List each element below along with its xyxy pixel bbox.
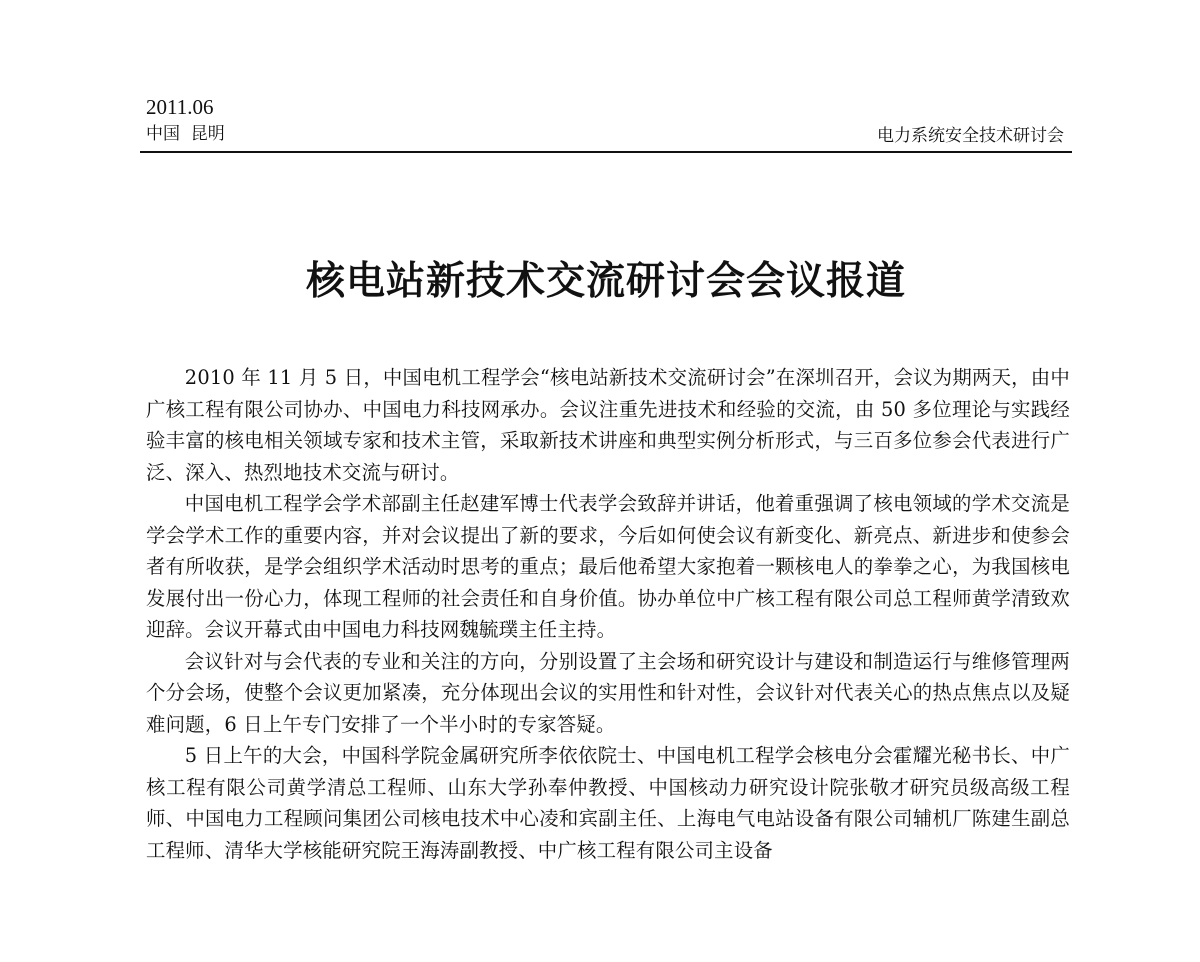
header-location: 中国 昆明 [146, 124, 225, 144]
paragraph-1: 2010 年 11 月 5 日，中国电机工程学会“核电站新技术交流研讨会”在深圳召开，会议为期两天，由中广核工程有限公司协办、中国电力科技网承办。会议注重先进技术和经验的交流，由 50 多位理论与实践经验丰富的核电相关领域专家和技术主管，采取新技术讲座和典型实例分析形式，与三百多位参会代表进行广泛、深入、热烈地技术交流与研讨。 [146, 366, 1070, 484]
header-conference-name: 电力系统安全技术研讨会 [877, 126, 1064, 146]
article-body [146, 362, 1070, 866]
header-divider [140, 151, 1072, 153]
paragraph-3: 会议针对与会代表的专业和关注的方向，分别设置了主会场和研究设计与建设和制造运行与维修管理两个分会场，使整个会议更加紧凑，充分体现出会议的实用性和针对性，会议针对代表关心的热点焦点以及疑难问题，6 日上午专门安排了一个半小时的专家答疑。 [146, 649, 1070, 736]
paragraph-4: 5 日上午的大会，中国科学院金属研究所李依依院士、中国电机工程学会核电分会霍耀光秘书长、中广核工程有限公司黄学清总工程师、山东大学孙奉仲教授、中国核动力研究设计院张敬才研究员级高级工程师、中国电力工程顾问集团公司核电技术中心凌和宾副主任、上海电气电站设备有限公司辅机厂陈建生副总工程师、清华大学核能研究院王海涛副教授、中广核工程有限公司主设备 [146, 744, 1070, 862]
paragraph-2: 中国电机工程学会学术部副主任赵建军博士代表学会致辞并讲话，他着重强调了核电领域的学术交流是学会学术工作的重要内容，并对会议提出了新的要求，今后如何使会议有新变化、新亮点、新进步和使参会者有所收获，是学会组织学术活动时思考的重点；最后他希望大家抱着一颗核电人的拳拳之心，为我国核电发展付出一份心力，体现工程师的社会责任和自身价值。协办单位中广核工程有限公司总工程师黄学清致欢迎辞。会议开幕式由中国电力科技网魏毓璞主任主持。 [146, 492, 1070, 641]
article-title: 核电站新技术交流研讨会会议报道 [305, 259, 906, 304]
header-date: 2011.06 [146, 95, 214, 119]
